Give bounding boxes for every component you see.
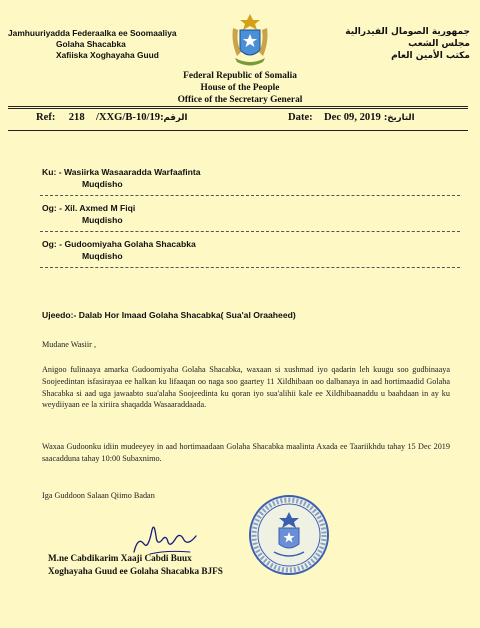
recipient-prefix: Ku: - (42, 167, 62, 177)
recipient-city: Muqdisho (82, 251, 123, 261)
header-english (0, 70, 480, 106)
date (288, 112, 415, 123)
official-seal-icon (248, 494, 330, 576)
header-somali (8, 28, 208, 61)
recipient-name: Wasiirka Wasaaradda Warfaafinta (63, 167, 201, 177)
reference (36, 112, 187, 123)
recipient-name: Gudoomiyaha Golaha Shacabka (64, 239, 196, 249)
header-ar-line-1: جمهورية الصومال الفيدرالية (345, 27, 470, 37)
recipient-divider-1 (40, 195, 460, 196)
recipient-city: Muqdisho (82, 215, 123, 225)
header-so-line-3: Xafiiska Xoghayaha Guud (56, 50, 159, 60)
recipient-3 (42, 238, 196, 262)
ref-code: /XXG/B-10/19 (95, 112, 161, 123)
recipient-2 (42, 202, 135, 226)
closing: Iga Guddoon Salaan Qiimo Badan (42, 491, 155, 500)
header-so-line-1: Jamhuuriyadda Federaalka ee Soomaaliya (8, 28, 177, 38)
date-ar-label: :التاريخ (383, 113, 415, 123)
header-en-line-3: Office of the Secretary General (177, 95, 303, 105)
body-paragraph-2: Waxaa Gudoonku idiin mudeeyey in aad hortimaadaan Golaha Shacabka maalinta Axada ee Taariikhdu tahay 15 Dec 2019 saacadduna tahay 10:00 Subaxnimo. (42, 442, 450, 463)
header-ar-line-2: مجلس الشعب (408, 39, 470, 49)
header-en-line-1: Federal Republic of Somalia (183, 71, 297, 81)
ref-number: 218 (68, 112, 85, 123)
header-so-line-2: Golaha Shacabka (56, 39, 126, 49)
ref-ar-label: :الرقم (160, 113, 188, 123)
recipient-prefix: Og: - (42, 239, 63, 249)
recipient-city: Muqdisho (82, 179, 123, 189)
signatory-block (48, 552, 223, 578)
date-value: Dec 09, 2019 (324, 112, 381, 123)
recipient-prefix: Og: - (42, 203, 63, 213)
header-en-line-2: House of the People (200, 83, 280, 93)
recipient-divider-3 (40, 267, 460, 268)
date-label: Date: (288, 112, 313, 123)
body-paragraph-1: Anigoo fulinaaya amarka Gudoomiyaha Golaha Shacabka, waxaan si xushmad iyo qadarin leh kuugu soo gudbinaaya Soojeedintan isfasirayaa ee halkan ku lifaaqan oo naga soo gaartey 11 Xildhibaan oo dalbanaya in aad hortimaadid Golaha Shacabka si aad uga jawaabto sua'alaha Soojeedinta ku qoran iyo sua'alihii kale ee Xildhibaanaddu u baahdaan in ay ku weydiiyaan ee la xiriira shaqadda Wasaaraddaada. (42, 365, 450, 410)
salutation: Mudane Wasiir , (42, 340, 96, 349)
recipient-name: Xil. Axmed M Fiqi (64, 203, 136, 213)
ref-divider (8, 130, 468, 131)
signatory-name: M.ne Cabdikarim Xaaji Cabdi Buux (48, 553, 192, 563)
header-arabic (320, 26, 470, 62)
recipient-divider-2 (40, 231, 460, 232)
header-ar-line-3: مكتب الأمين العام (391, 51, 470, 61)
signatory-title: Xoghayaha Guud ee Golaha Shacabka BJFS (48, 566, 223, 576)
subject-line: Ujeedo:- Dalab Hor Imaad Golaha Shacabka( Sua'al Oraaheed) (42, 310, 296, 320)
coat-of-arms-icon (229, 12, 271, 70)
header-divider (8, 106, 468, 109)
recipient-1 (42, 166, 201, 190)
ref-label: Ref: (36, 112, 56, 123)
